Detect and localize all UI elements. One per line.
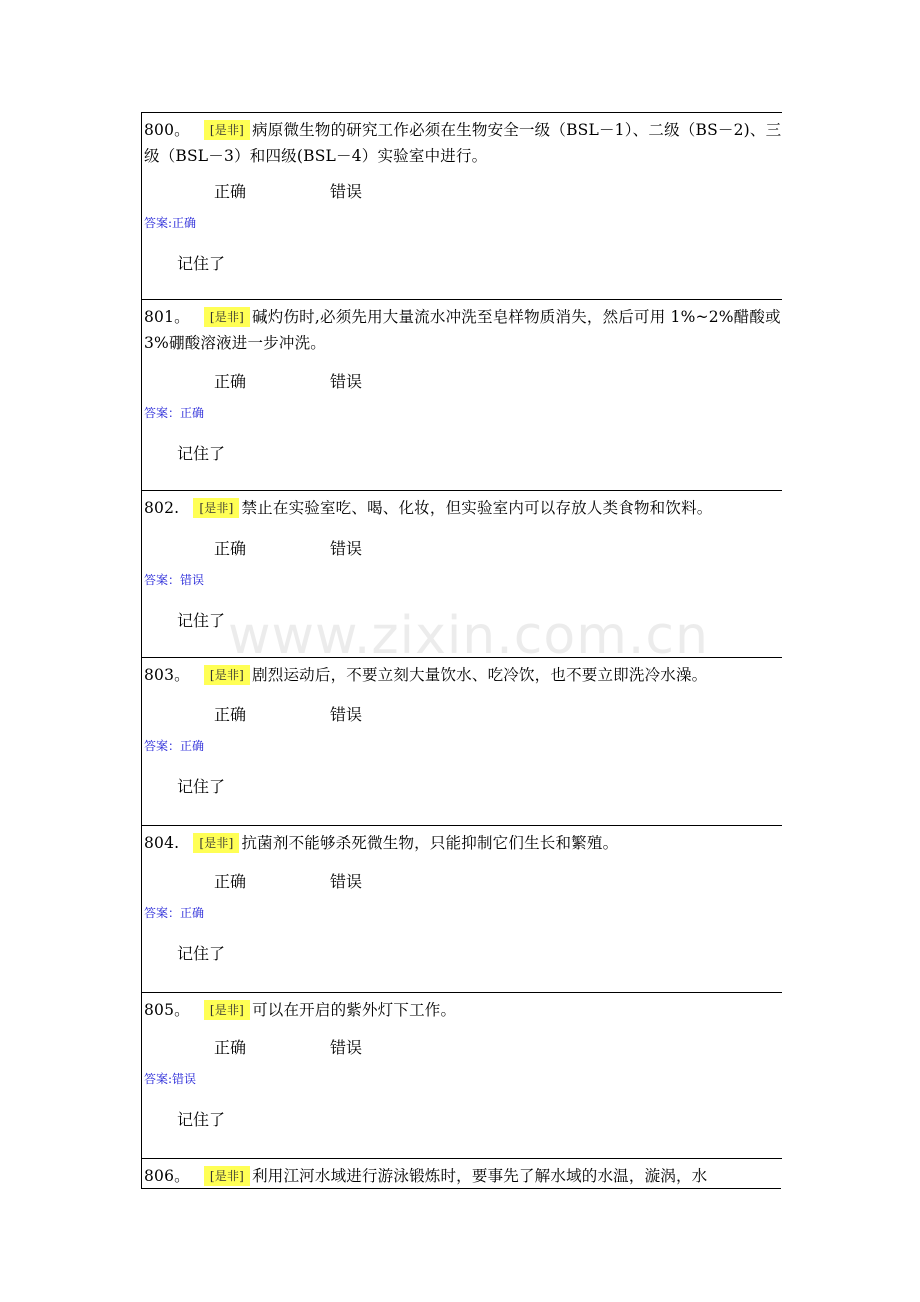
option-false[interactable]: 错误 (330, 182, 363, 201)
question-stem (144, 304, 786, 356)
option-true[interactable]: 正确 (214, 872, 247, 891)
option-false[interactable]: 错误 (330, 1038, 363, 1057)
question-801 (142, 299, 786, 490)
answer-label: 答案：错误 (144, 573, 205, 587)
question-stem (144, 1163, 782, 1189)
remember-button[interactable]: 记住了 (177, 944, 226, 963)
true-false-tag: [是非] (204, 120, 250, 140)
question-number: 803。 (144, 666, 190, 684)
question-number: 804. (144, 834, 180, 852)
question-text: 碱灼伤时,必须先用大量流水冲洗至皂样物质消失，然后可用 1%~2%醋酸或 3%硼酸溶液进一步冲洗。 (144, 308, 786, 352)
remember-button[interactable]: 记住了 (177, 777, 226, 796)
question-802 (142, 490, 782, 657)
question-number: 805。 (144, 1001, 190, 1019)
question-805 (142, 992, 782, 1158)
answer-label: 答案:错误 (144, 1072, 197, 1086)
answer-label: 答案：正确 (144, 906, 205, 920)
question-stem (144, 997, 782, 1023)
question-stem (144, 495, 782, 521)
answer-label: 答案：正确 (144, 739, 205, 753)
question-text: 病原微生物的研究工作必须在生物安全一级（BSL－1）、二级（BS－2)、三级（BSL－3）和四级(BSL－4）实验室中进行。 (144, 121, 782, 165)
option-false[interactable]: 错误 (330, 705, 363, 724)
true-false-tag: [是非] (193, 833, 239, 853)
option-true[interactable]: 正确 (214, 705, 247, 724)
question-stem (144, 830, 782, 856)
answer-label: 答案：正确 (144, 406, 205, 420)
question-text: 抗菌剂不能够杀死微生物，只能抑制它们生长和繁殖。 (241, 834, 619, 852)
watermark: www.zixin.com.cn (228, 606, 709, 666)
question-806 (142, 1158, 782, 1189)
answer-label: 答案:正确 (144, 216, 197, 230)
question-stem (144, 117, 782, 169)
option-false[interactable]: 错误 (330, 372, 363, 391)
option-false[interactable]: 错误 (330, 872, 363, 891)
question-text: 禁止在实验室吃、喝、化妆，但实验室内可以存放人类食物和饮料。 (241, 499, 713, 517)
question-stem (144, 662, 782, 688)
option-true[interactable]: 正确 (214, 372, 247, 391)
question-number: 800。 (144, 121, 190, 139)
remember-button[interactable]: 记住了 (177, 1110, 226, 1129)
question-text: 剧烈运动后，不要立刻大量饮水、吃冷饮，也不要立即洗冷水澡。 (252, 666, 708, 684)
option-true[interactable]: 正确 (214, 182, 247, 201)
question-list (141, 112, 786, 1189)
question-804 (142, 825, 782, 992)
remember-button[interactable]: 记住了 (177, 611, 226, 630)
option-true[interactable]: 正确 (214, 1038, 247, 1057)
question-number: 806。 (144, 1167, 190, 1185)
true-false-tag: [是非] (204, 1166, 250, 1186)
option-false[interactable]: 错误 (330, 539, 363, 558)
question-text: 可以在开启的紫外灯下工作。 (252, 1001, 457, 1019)
true-false-tag: [是非] (204, 665, 250, 685)
question-number: 801。 (144, 308, 190, 326)
remember-button[interactable]: 记住了 (177, 444, 226, 463)
remember-button[interactable]: 记住了 (177, 254, 226, 273)
true-false-tag: [是非] (204, 307, 250, 327)
question-803 (142, 657, 782, 825)
option-true[interactable]: 正确 (214, 539, 247, 558)
question-800 (142, 112, 782, 299)
true-false-tag: [是非] (193, 498, 239, 518)
true-false-tag: [是非] (204, 1000, 250, 1020)
question-number: 802. (144, 499, 180, 517)
question-text: 利用江河水域进行游泳锻炼时，要事先了解水域的水温，漩涡，水 (252, 1167, 708, 1185)
